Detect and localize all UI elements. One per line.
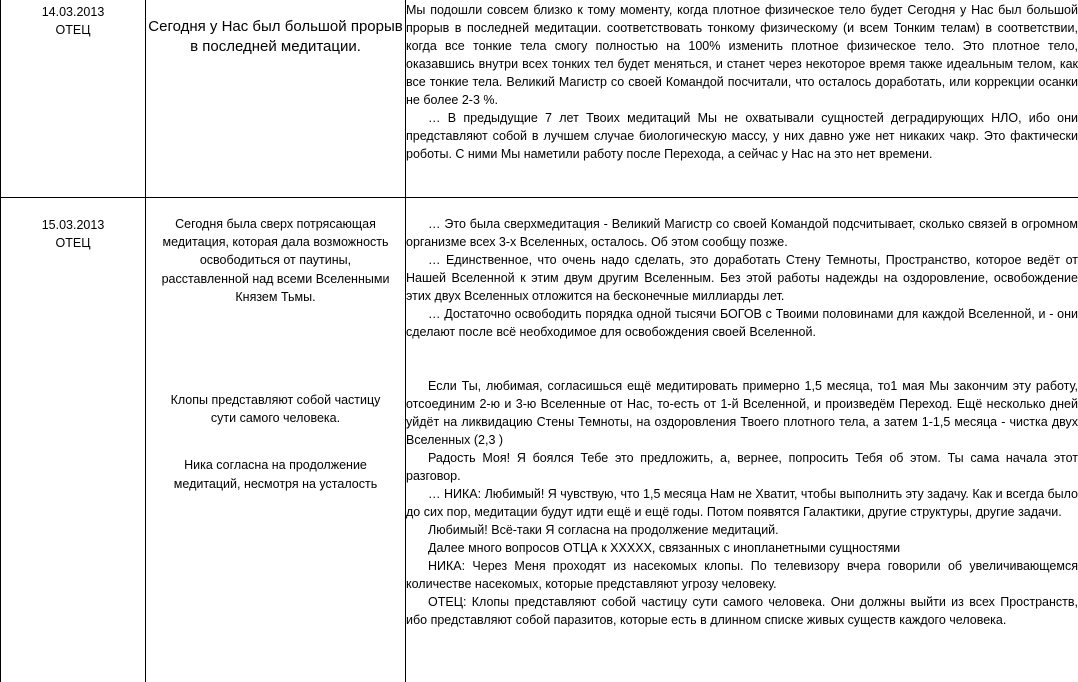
entry-summary: Клопы представляют собой частицу сути самого человека. (146, 306, 405, 427)
entry-paragraph: ОТЕЦ: Клопы представляют собой частицу сути самого человека. Они должны выйти из всех Пространств, ибо представляют собой паразитов, которые есть в длинном списке живых существ каждого человека. (406, 593, 1078, 629)
table-row (1, 0, 1078, 198)
entry-paragraph: … В предыдущие 7 лет Твоих медитаций Мы не охватывали сущностей деградирующих НЛО, ибо они представляют собой в лучшем случае биологическую массу, у них давно уже нет никаких чакр. Это фактически роботы. С ними Мы наметили работу после Перехода, а сейчас у Нас на это нет времени. (406, 109, 1078, 163)
entry-summary: Ника согласна на продолжение медитаций, несмотря на усталость (146, 427, 405, 492)
entry-paragraph: Любимый! Всё-таки Я согласна на продолжение медитаций. (406, 521, 1078, 539)
entry-paragraph: … Единственное, что очень надо сделать, это доработать Стену Темноты, Пространство, которое ведёт от Нашей Вселенной к этим двум другим Вселенным. Без этой работы надежды на оздоровление, освобождение этих двух Вселенных отложится на бесконечные миллиарды лет. (406, 251, 1078, 305)
entry-paragraph: … Достаточно освободить порядка одной тысячи БОГОВ с Твоими половинами для каждой Вселенной, и - они сделают после всё необходимое для освобождения своей Вселенной. (406, 305, 1078, 341)
date-cell (1, 198, 146, 682)
entry-date: 14.03.2013 (1, 3, 145, 21)
entry-speaker: ОТЕЦ (1, 234, 145, 252)
entry-paragraph: НИКА: Через Меня проходят из насекомых клопы. По телевизору вчера говорили об увеличивающемся количестве насекомых, которые представляют угрозу человеку. (406, 557, 1078, 593)
entry-paragraph: Далее много вопросов ОТЦА к ХХХХХ, связанных с инопланетными сущностями (406, 539, 1078, 557)
text-cell (406, 198, 1078, 682)
entry-paragraph: Если Ты, любимая, согласишься ещё медитировать примерно 1,5 месяца, то1 мая Мы закончим эту работу, отсоединим 2-ю и 3-ю Вселенные от Нас, то-есть от 1-й Вселенной, и произведём Переход. Ещё несколько дней уйдёт на ликвидацию Стены Темноты, на оздоровления Твоего плотного тела, а затем 1-1,5 месяца - чистка двух Вселенных (2,3 ) (406, 377, 1078, 449)
entry-paragraph: Радость Моя! Я боялся Тебе это предложить, а, вернее, попросить Тебя об этом. Ты сама начала этот разговор. (406, 449, 1078, 485)
entry-paragraph: … Это была сверхмедитация - Великий Магистр со своей Командой подсчитывает, сколько связей в огромном организме всех 3-х Вселенных, осталось. Об этом сообщу позже. (406, 215, 1078, 251)
entry-date: 15.03.2013 (1, 216, 145, 234)
text-cell (406, 0, 1078, 198)
summary-cell (146, 198, 406, 682)
entry-speaker: ОТЕЦ (1, 21, 145, 39)
entry-paragraph: Мы подошли совсем близко к тому моменту, когда плотное физическое тело будет Сегодня у Нас был большой прорыв в последней медитации. соответствовать тонкому физическому (и всем Тонким телам) в соответствии, когда все тонкие тела смогу полностью на 100% изменить плотное физическое тело. Это плотное тело, оказавшись внутри всех тонких тел будет меняться, и станет через некоторое время также идеальным телом, как все тонкие тела. Великий Магистр со своей Командой посчитали, что осталось доработать, или коррекции осанки не более 2-3 %. (406, 1, 1078, 109)
date-cell (1, 0, 146, 198)
entry-paragraph: … НИКА: Любимый! Я чувствую, что 1,5 месяца Нам не Хватит, чтобы выполнить эту задачу. Как и всегда было до сих пор, медитации будут идти ещё и ещё годы. Потом появятся Галактики, другие структуры, другие задачи. (406, 485, 1078, 521)
entry-summary: Сегодня была сверх потрясающая медитация, которая дала возможность освободиться от паутины, расставленной над всеми Вселенными Князем Тьмы. (146, 198, 405, 306)
table-row (1, 198, 1078, 682)
summary-cell (146, 0, 406, 198)
entry-summary: Сегодня у Нас был большой прорыв в последней медитации. (146, 0, 405, 56)
